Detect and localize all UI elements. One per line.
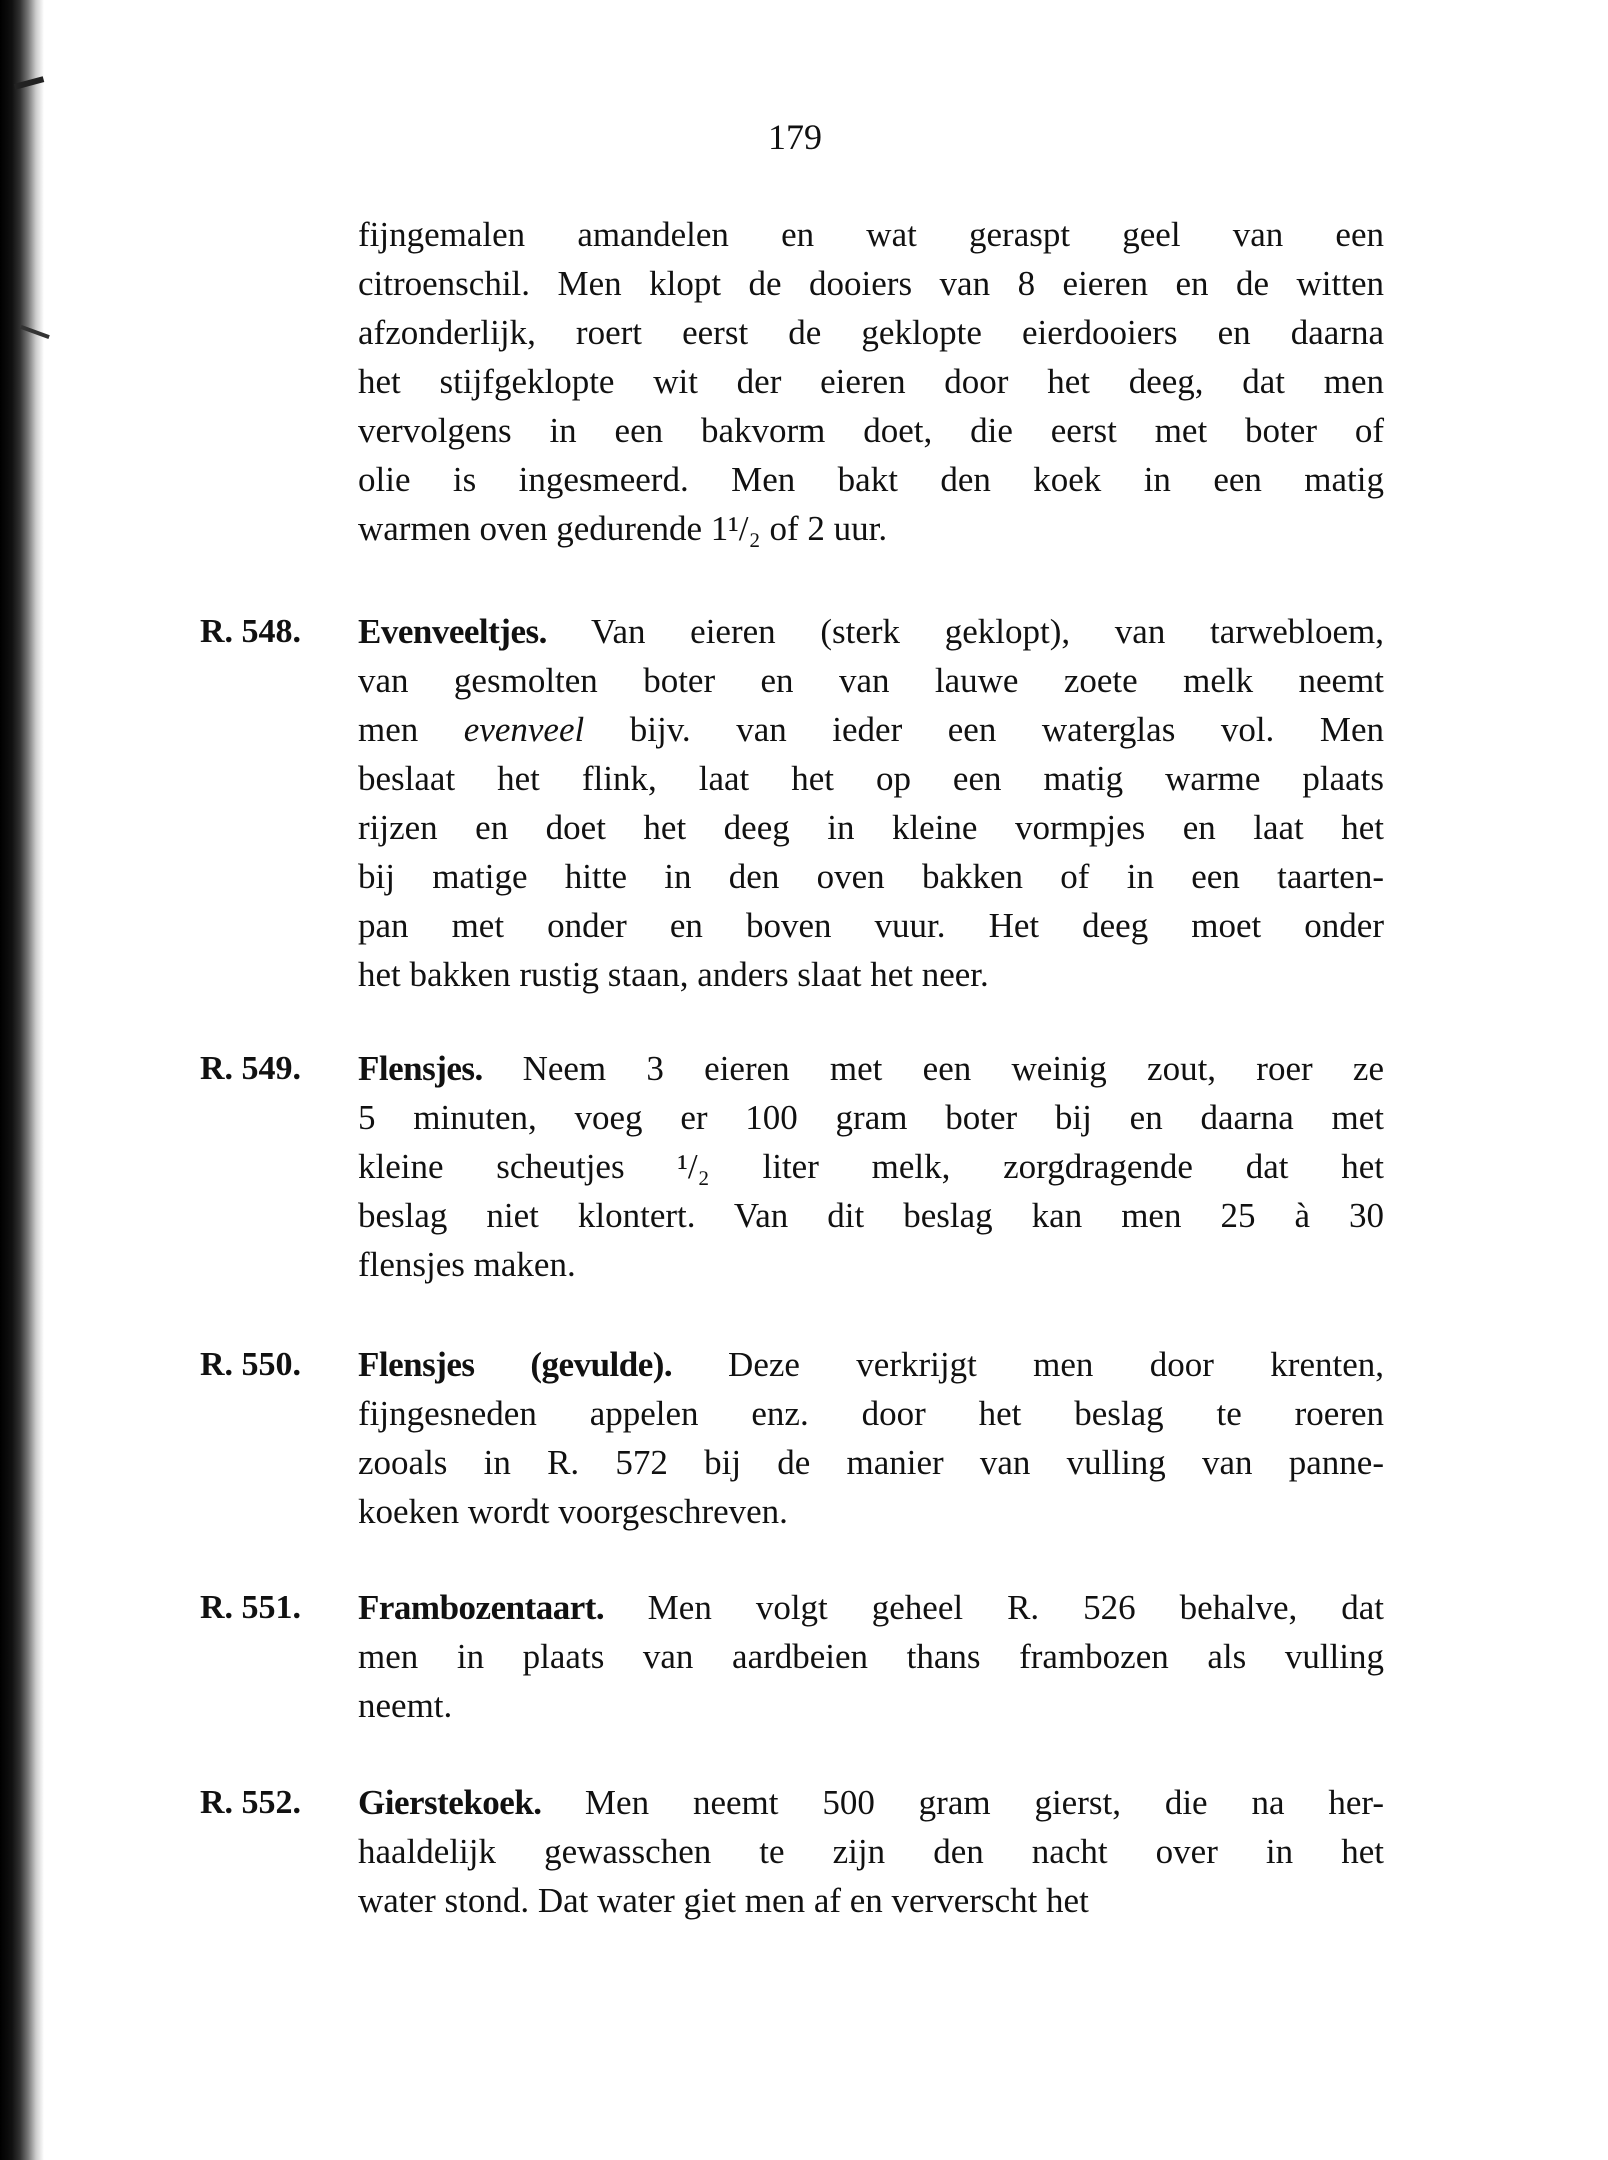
- body-text: men in plaats van aardbeien thans frambozen als vulling: [358, 1637, 1384, 1676]
- recipe-number: R. 551.: [200, 1589, 302, 1626]
- body-text: kleine scheutjes ¹/₂ liter melk, zorgdragende dat het: [358, 1147, 1384, 1186]
- body-text: neemt.: [358, 1686, 453, 1725]
- text-line: [200, 504, 1384, 553]
- recipe-title: Flensjes (gevulde).: [358, 1345, 729, 1384]
- recipe-title: Frambozentaart.: [358, 1588, 648, 1627]
- body-text: vervolgens in een bakvorm doet, die eerst met boter of: [358, 411, 1384, 450]
- text-line: [200, 357, 1384, 406]
- text-line: [200, 1093, 1384, 1142]
- body-text: beslag niet klontert. Van dit beslag kan men 25 à 30: [358, 1196, 1384, 1235]
- text-line: [200, 1340, 1384, 1389]
- body-text: pan met onder en boven vuur. Het deeg moet onder: [358, 906, 1384, 945]
- text-line: [200, 1240, 1384, 1289]
- text-line: [200, 950, 1384, 999]
- text-line: [200, 803, 1384, 852]
- recipe-number: R. 552.: [200, 1784, 302, 1821]
- body-text: rijzen en doet het deeg in kleine vormpjes en laat het: [358, 808, 1384, 847]
- recipe-title: Evenveeltjes.: [358, 612, 592, 651]
- body-text: Men neemt 500 gram gierst, die na her-: [584, 1783, 1384, 1822]
- text-line: [200, 607, 1384, 656]
- text-line: [200, 656, 1384, 705]
- body-text: koeken wordt voorgeschreven.: [358, 1492, 788, 1531]
- text-line: [200, 1142, 1384, 1191]
- body-text: men: [358, 710, 464, 749]
- body-text: 5 minuten, voeg er 100 gram boter bij en daarna met: [358, 1098, 1384, 1137]
- body-text: olie is ingesmeerd. Men bakt den koek in een matig: [358, 460, 1384, 499]
- text-line: [200, 259, 1384, 308]
- body-text: bij matige hitte in den oven bakken of in een taarten-: [358, 857, 1384, 896]
- recipe-title: Flensjes.: [358, 1049, 523, 1088]
- text-line: [200, 1778, 1384, 1827]
- text-line: [200, 754, 1384, 803]
- text-line: [200, 1191, 1384, 1240]
- recipe-number: R. 549.: [200, 1050, 302, 1087]
- continued-recipe: [200, 210, 1384, 553]
- body-text: Neem 3 eieren met een weinig zout, roer ze: [522, 1049, 1384, 1088]
- text-line: [200, 1389, 1384, 1438]
- recipe-entry: [200, 1340, 1384, 1536]
- text-line: [200, 1827, 1384, 1876]
- text-line: [200, 1681, 1384, 1730]
- recipe-title: Gierstekoek.: [358, 1783, 585, 1822]
- text-line: [200, 1487, 1384, 1536]
- body-text: Van eieren (sterk geklopt), van tarwebloem,: [591, 612, 1384, 651]
- body-text: haaldelijk gewasschen te zijn den nacht over in het: [358, 1832, 1384, 1871]
- body-text: van gesmolten boter en van lauwe zoete melk neemt: [358, 661, 1384, 700]
- recipe-entry: [200, 607, 1384, 999]
- emphasis-text: evenveel: [463, 710, 585, 749]
- recipe-number: R. 548.: [200, 613, 302, 650]
- body-text: Men volgt geheel R. 526 behalve, dat: [647, 1588, 1384, 1627]
- body-text: fijngesneden appelen enz. door het beslag te roeren: [358, 1394, 1384, 1433]
- body-text: zooals in R. 572 bij de manier van vulling van panne-: [358, 1443, 1384, 1482]
- text-line: [200, 455, 1384, 504]
- text-line: [200, 1044, 1384, 1093]
- book-binding-edge: [0, 0, 44, 2160]
- recipe-number: R. 550.: [200, 1346, 302, 1383]
- text-line: [200, 1438, 1384, 1487]
- text-line: [200, 210, 1384, 259]
- text-line: [200, 1583, 1384, 1632]
- text-line: [200, 852, 1384, 901]
- body-text: Deze verkrijgt men door krenten,: [728, 1345, 1384, 1384]
- text-line: [200, 901, 1384, 950]
- body-text: warmen oven gedurende 1¹/₂ of 2 uur.: [358, 509, 888, 548]
- body-text: water stond. Dat water giet men af en ververscht het: [358, 1881, 1089, 1920]
- text-line: [200, 1876, 1384, 1925]
- recipe-entry: [200, 1778, 1384, 1925]
- text-line: [200, 406, 1384, 455]
- body-text: afzonderlijk, roert eerst de geklopte eierdooiers en daarna: [358, 313, 1384, 352]
- body-text: flensjes maken.: [358, 1245, 576, 1284]
- body-text: het stijfgeklopte wit der eieren door het deeg, dat men: [358, 362, 1384, 401]
- recipe-entry: [200, 1044, 1384, 1289]
- body-text: bijv. van ieder een waterglas vol. Men: [584, 710, 1384, 749]
- body-text: het bakken rustig staan, anders slaat het neer.: [358, 955, 989, 994]
- page-number: 179: [768, 117, 822, 157]
- body-text: beslaat het flink, laat het op een matig warme plaats: [358, 759, 1384, 798]
- body-text: citroenschil. Men klopt de dooiers van 8 eieren en de witten: [358, 264, 1384, 303]
- recipe-entry: [200, 1583, 1384, 1730]
- text-line: [200, 1632, 1384, 1681]
- text-line: [200, 705, 1384, 754]
- text-line: [200, 308, 1384, 357]
- body-text: fijngemalen amandelen en wat geraspt geel van een: [358, 215, 1384, 254]
